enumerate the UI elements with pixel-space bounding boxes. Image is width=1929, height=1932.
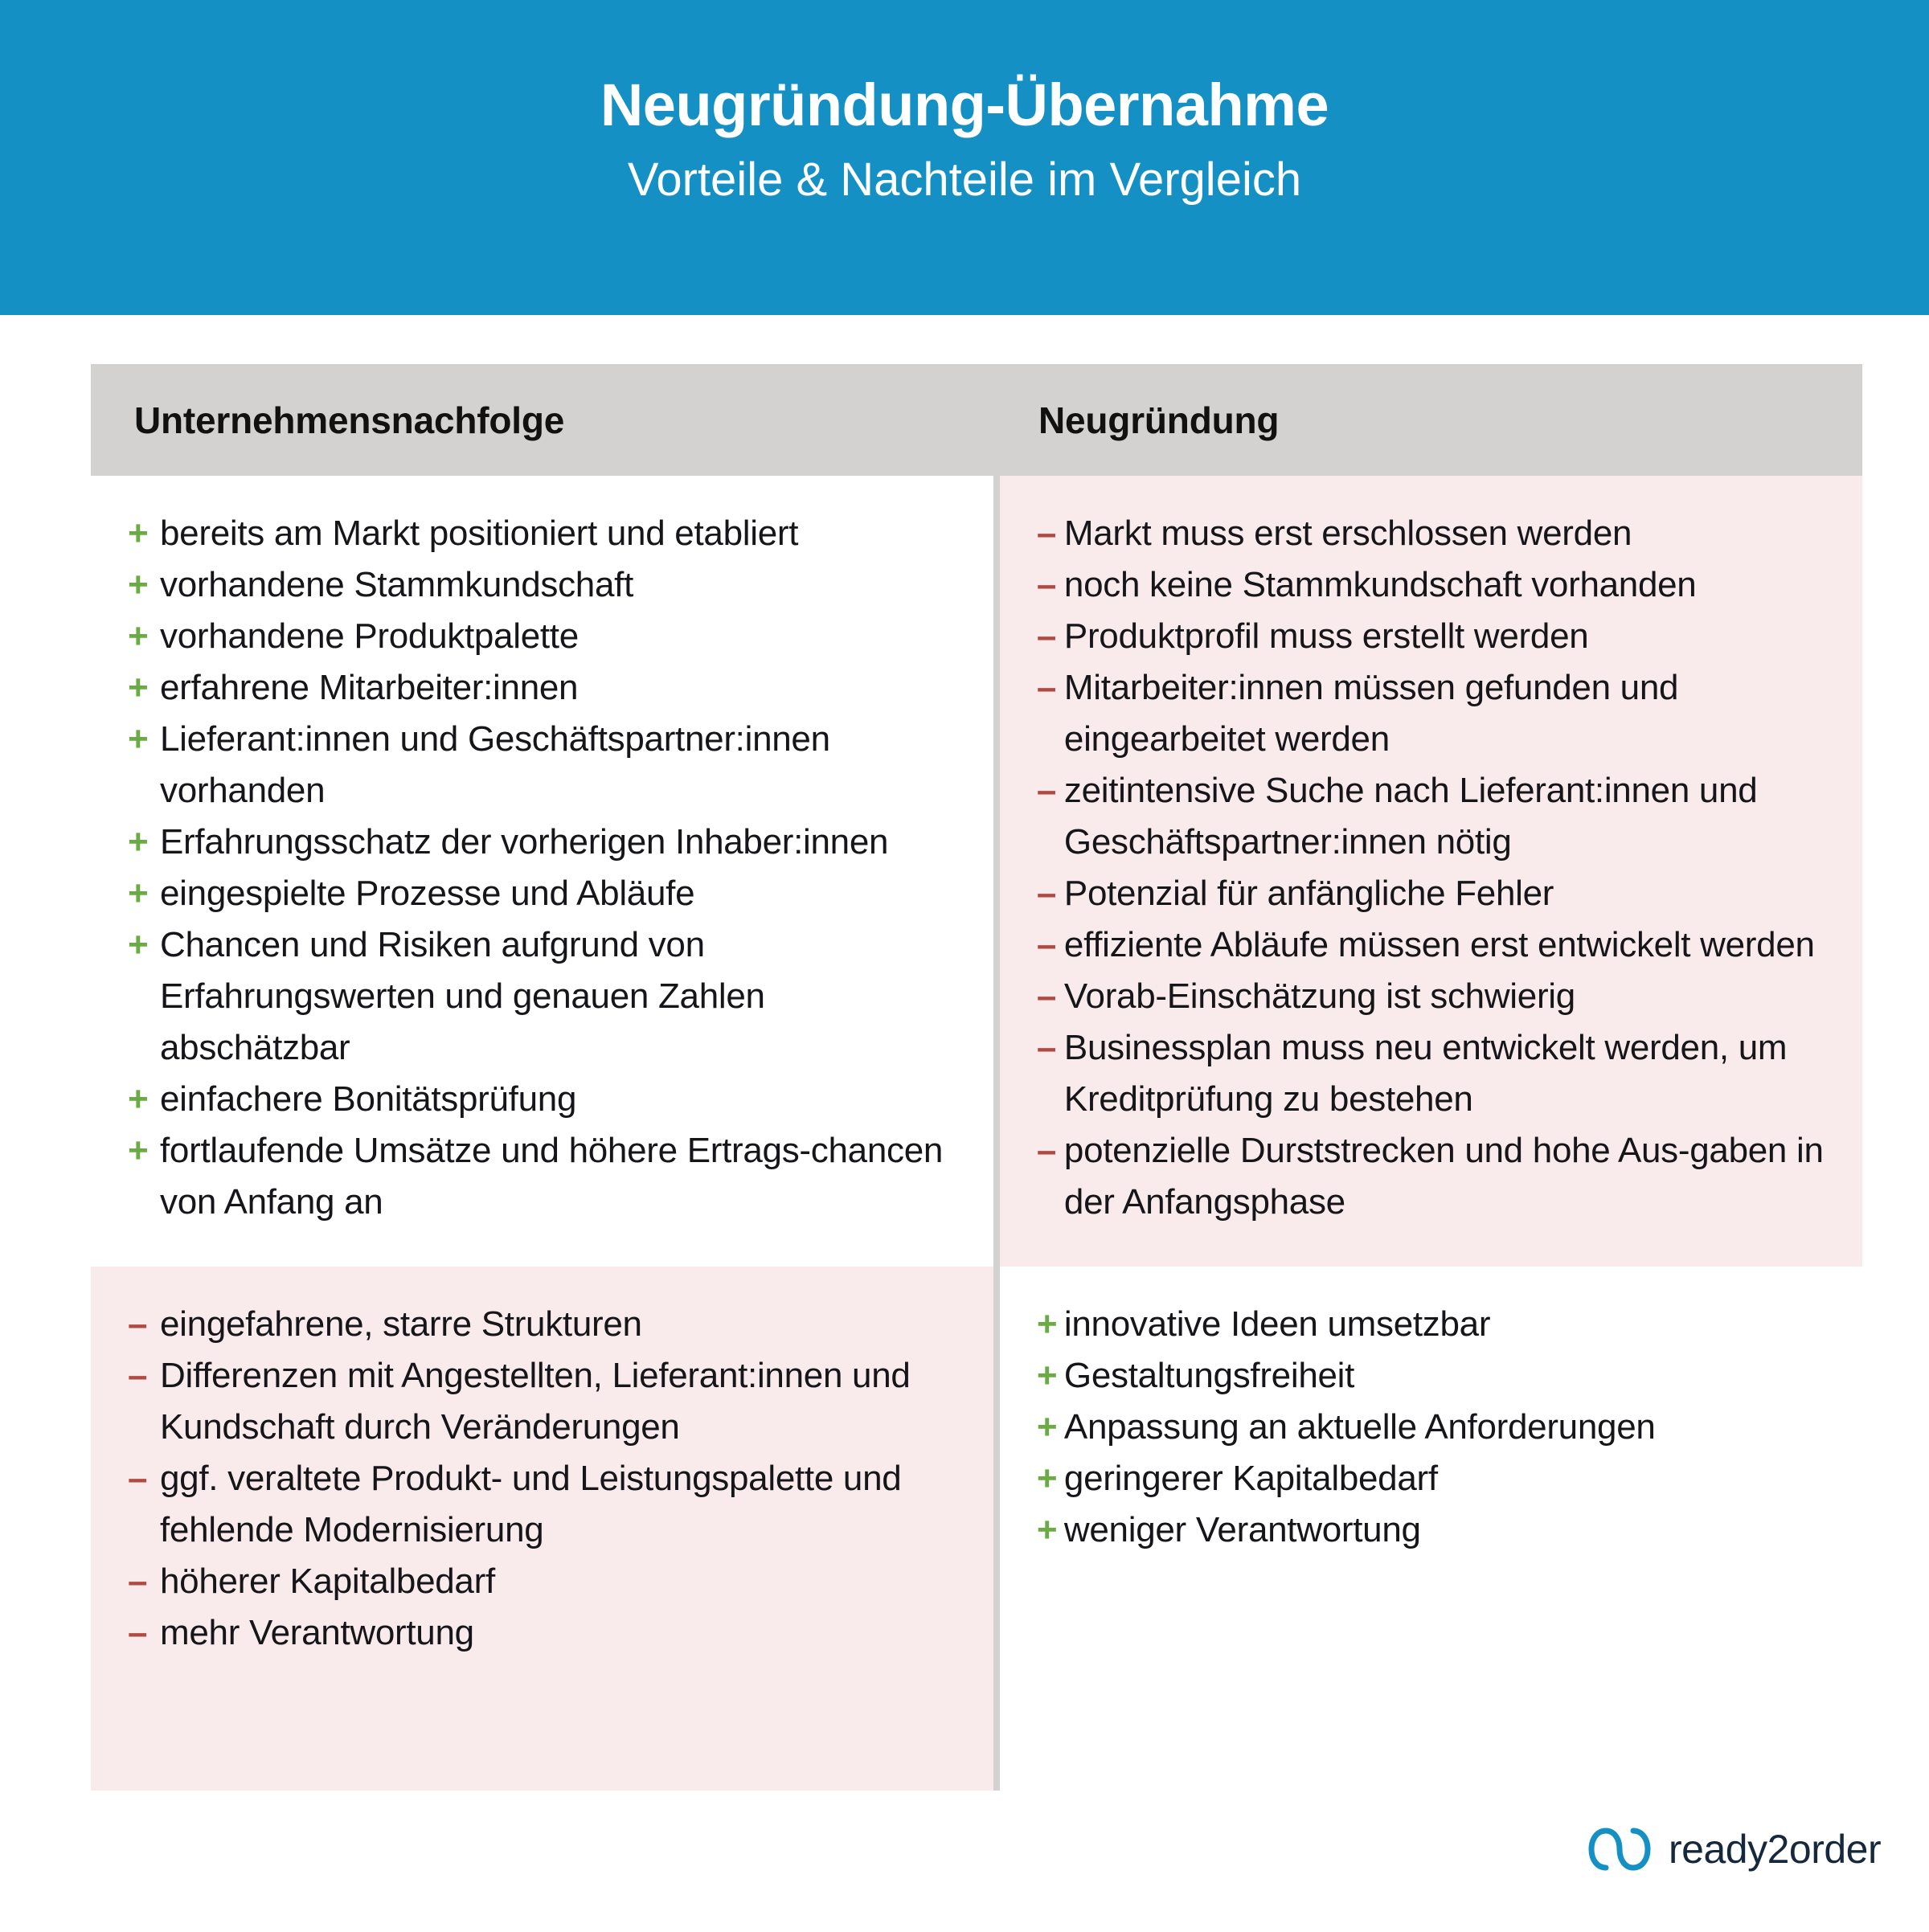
cell-unternehmensnachfolge-nachteile [91,1267,993,1791]
list-item [128,1556,958,1607]
plus-icon: + [128,514,149,553]
minus-icon: – [1036,565,1057,605]
plus-icon: + [128,565,149,605]
list-item-label: vorhandene Produktpalette [160,616,579,657]
plus-icon: + [1036,1407,1058,1447]
list-item-label: zeitintensive Suche nach Lieferant:innen und Geschäftspartner:innen nötig [1063,771,1758,862]
minus-icon: – [1036,1131,1057,1171]
list-item [1037,508,1827,559]
advantages-list-neugruendung [1037,1299,1827,1556]
list-item-label: eingespielte Prozesse und Abläufe [160,874,695,914]
cell-neugruendung-vorteile [1000,1267,1862,1791]
minus-icon: – [128,1459,148,1499]
disadvantages-list-unternehmensnachfolge [128,1299,958,1659]
list-item-label: effiziente Abläufe müssen erst entwickelt werden [1063,925,1815,965]
list-item [128,611,958,662]
minus-icon: – [128,1562,148,1602]
minus-icon: – [1036,616,1057,657]
list-item [128,1607,958,1659]
column-header-label: Unternehmensnachfolge [134,399,565,441]
list-item [1037,919,1827,971]
list-item [1037,1350,1827,1402]
list-item-label: Mitarbeiter:innen müssen gefunden und eingearbeitet werden [1063,668,1679,759]
list-item [128,1299,958,1350]
column-neugruendung [1000,476,1862,1791]
list-item [1037,1022,1827,1125]
list-item-label: Erfahrungsschatz der vorherigen Inhaber:innen [160,822,889,862]
list-item-label: Businessplan muss neu entwickelt werden, um Kreditprüfung zu bestehen [1063,1028,1788,1119]
list-item-label: fortlaufende Umsätze und höhere Ertrags-chancen von Anfang an [160,1131,944,1222]
list-item-label: Potenzial für anfängliche Fehler [1063,874,1554,914]
list-item [128,1350,958,1453]
list-item [1037,559,1827,611]
page-subtitle: Vorteile & Nachteile im Vergleich [627,153,1302,206]
list-item [128,868,958,919]
column-unternehmensnachfolge [91,476,993,1791]
plus-icon: + [128,874,149,914]
list-item [1037,611,1827,662]
comparison-table [91,364,1862,1791]
minus-icon: – [1036,976,1057,1017]
list-item-label: höherer Kapitalbedarf [160,1562,495,1602]
cell-neugruendung-nachteile [1000,476,1862,1267]
column-header-neugruendung [997,364,1862,476]
minus-icon: – [128,1356,148,1396]
plus-icon: + [128,616,149,657]
minus-icon: – [1036,514,1057,553]
list-item-label: Markt muss erst erschlossen werden [1063,514,1632,553]
column-divider [993,476,1000,1791]
list-item-label: weniger Verantwortung [1063,1510,1421,1550]
list-item-label: Chancen und Risiken aufgrund von Erfahrungswerten und genauen Zahlen abschätzbar [160,925,765,1068]
list-item [1037,765,1827,868]
list-item-label: eingefahrene, starre Strukturen [160,1304,642,1344]
minus-icon: – [1036,1028,1057,1068]
page-title: Neugründung-Übernahme [600,72,1329,138]
plus-icon: + [1036,1510,1058,1550]
list-item [1037,1125,1827,1228]
list-item-label: vorhandene Stammkundschaft [160,565,633,605]
minus-icon: – [1036,771,1057,811]
plus-icon: + [128,1079,149,1119]
advantages-list-unternehmensnachfolge [128,508,958,1228]
list-item-label: Anpassung an aktuelle Anforderungen [1063,1407,1656,1447]
plus-icon: + [128,925,149,965]
cell-unternehmensnachfolge-vorteile [91,476,993,1267]
list-item [1037,1453,1827,1504]
table-body [91,476,1862,1791]
list-item [1037,662,1827,765]
plus-icon: + [1036,1356,1058,1396]
list-item-label: bereits am Markt positioniert und etabliert [160,514,799,553]
list-item [128,1074,958,1125]
plus-icon: + [128,668,149,708]
list-item [1037,868,1827,919]
list-item-label: innovative Ideen umsetzbar [1063,1304,1491,1344]
list-item [128,1125,958,1228]
plus-icon: + [128,822,149,862]
list-item-label: geringerer Kapitalbedarf [1063,1459,1438,1499]
minus-icon: – [128,1304,148,1344]
list-item-label: potenzielle Durststrecken und hohe Aus-gaben in der Anfangsphase [1063,1131,1824,1222]
list-item [128,817,958,868]
list-item-label: Gestaltungsfreiheit [1063,1356,1355,1396]
header-banner [0,0,1929,315]
ready2order-logo-icon [1588,1828,1651,1871]
minus-icon: – [1036,874,1057,914]
minus-icon: – [1036,925,1057,965]
list-item [128,1453,958,1556]
brand-logo [1588,1828,1881,1871]
minus-icon: – [128,1613,148,1653]
list-item [128,662,958,714]
table-header-row [91,364,1862,476]
list-item-label: einfachere Bonitätsprüfung [160,1079,577,1119]
plus-icon: + [1036,1459,1058,1499]
plus-icon: + [128,1131,149,1171]
list-item [1037,971,1827,1022]
list-item-label: noch keine Stammkundschaft vorhanden [1063,565,1697,605]
brand-name: ready2order [1669,1827,1882,1872]
plus-icon: + [1036,1304,1058,1344]
list-item-label: erfahrene Mitarbeiter:innen [160,668,579,708]
list-item-label: mehr Verantwortung [160,1613,474,1653]
list-item-label: Differenzen mit Angestellten, Lieferant:innen und Kundschaft durch Veränderungen [160,1356,911,1447]
column-header-unternehmensnachfolge [91,364,997,476]
disadvantages-list-neugruendung [1037,508,1827,1228]
list-item [1037,1504,1827,1556]
list-item-label: ggf. veraltete Produkt- und Leistungspalette und fehlende Modernisierung [160,1459,902,1550]
list-item [128,508,958,559]
list-item [128,919,958,1074]
list-item-label: Produktprofil muss erstellt werden [1063,616,1589,657]
list-item-label: Lieferant:innen und Geschäftspartner:innen vorhanden [160,719,830,811]
plus-icon: + [128,719,149,759]
list-item [128,714,958,817]
list-item [1037,1299,1827,1350]
list-item [128,559,958,611]
list-item-label: Vorab-Einschätzung ist schwierig [1063,976,1575,1017]
column-header-label: Neugründung [1038,399,1280,441]
minus-icon: – [1036,668,1057,708]
list-item [1037,1402,1827,1453]
